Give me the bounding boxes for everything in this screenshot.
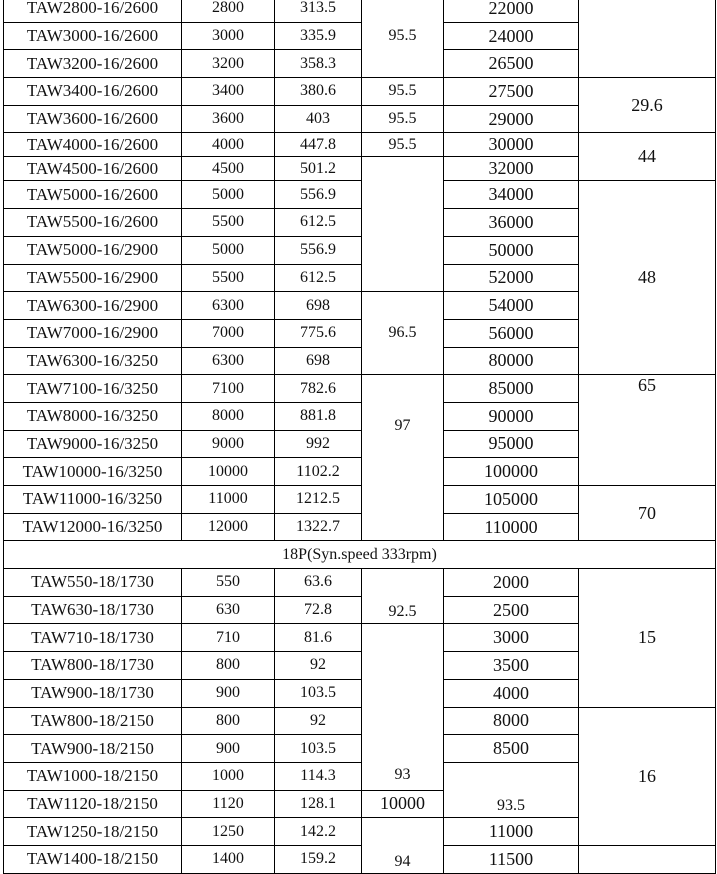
power-cell: 12000 (182, 513, 275, 541)
weight-cell: 85000 (444, 375, 579, 403)
current-cell: 1102.2 (275, 458, 362, 486)
model-cell: TAW710-18/1730 (4, 624, 182, 652)
power-cell: 5000 (182, 181, 275, 209)
weight-cell: 54000 (444, 292, 579, 320)
power-cell: 4500 (182, 157, 275, 181)
weight-cell: 30000 (444, 133, 579, 157)
efficiency-cell-empty (362, 157, 444, 292)
model-cell: TAW800-18/2150 (4, 707, 182, 735)
power-cell: 8000 (182, 402, 275, 430)
weight-cell: 110000 (444, 513, 579, 541)
weight-cell: 11500 (444, 845, 579, 873)
weight-cell: 22000 (444, 0, 579, 22)
current-cell: 313.5 (275, 0, 362, 22)
weight-cell: 3500 (444, 652, 579, 680)
power-cell: 3200 (182, 50, 275, 78)
table-row (4, 707, 716, 735)
current-cell: 92 (275, 707, 362, 735)
power-cell: 1400 (182, 845, 275, 873)
current-cell: 881.8 (275, 402, 362, 430)
model-cell: TAW1250-18/2150 (4, 818, 182, 846)
model-cell: TAW1000-18/2150 (4, 762, 182, 790)
efficiency-cell: 95.5 (362, 105, 444, 133)
weight-cell: 8000 (444, 707, 579, 735)
model-cell: TAW3400-16/2600 (4, 78, 182, 106)
weight-cell: 26500 (444, 50, 579, 78)
power-cell: 1120 (182, 790, 275, 818)
power-cell: 11000 (182, 486, 275, 514)
model-cell: TAW6300-16/3250 (4, 347, 182, 375)
efficiency-cell: 93.5 (444, 762, 579, 817)
table-row (4, 569, 716, 597)
power-cell: 6300 (182, 347, 275, 375)
current-cell: 1212.5 (275, 486, 362, 514)
current-cell: 612.5 (275, 264, 362, 292)
power-cell: 3600 (182, 105, 275, 133)
power-cell: 7100 (182, 375, 275, 403)
model-cell: TAW1120-18/2150 (4, 790, 182, 818)
table-row (4, 0, 716, 22)
extra-cell: 15 (579, 569, 716, 707)
model-cell: TAW5500-16/2900 (4, 264, 182, 292)
power-cell: 9000 (182, 430, 275, 458)
current-cell: 698 (275, 292, 362, 320)
weight-cell: 29000 (444, 105, 579, 133)
efficiency-cell: 92.5 (362, 569, 444, 624)
model-cell: TAW7000-16/2900 (4, 319, 182, 347)
current-cell: 380.6 (275, 78, 362, 106)
efficiency-cell: 95.5 (362, 78, 444, 106)
power-cell: 550 (182, 569, 275, 597)
weight-cell: 27500 (444, 78, 579, 106)
weight-cell: 3000 (444, 624, 579, 652)
model-cell: TAW3200-16/2600 (4, 50, 182, 78)
current-cell: 92 (275, 652, 362, 680)
model-cell: TAW900-18/2150 (4, 735, 182, 763)
extra-cell: 48 (579, 181, 716, 375)
weight-cell: 90000 (444, 402, 579, 430)
power-cell: 800 (182, 652, 275, 680)
model-cell: TAW5000-16/2600 (4, 181, 182, 209)
weight-cell: 36000 (444, 209, 579, 237)
weight-cell: 32000 (444, 157, 579, 181)
efficiency-cell: 95.5 (362, 133, 444, 157)
table-row (4, 375, 716, 403)
power-cell: 7000 (182, 319, 275, 347)
table-row (4, 181, 716, 209)
power-cell: 6300 (182, 292, 275, 320)
motor-spec-table (3, 0, 716, 874)
power-cell: 10000 (182, 458, 275, 486)
extra-cell-empty (579, 0, 716, 78)
current-cell: 501.2 (275, 157, 362, 181)
model-cell: TAW2800-16/2600 (4, 0, 182, 22)
model-cell: TAW12000-16/3250 (4, 513, 182, 541)
extra-cell: 70 (579, 486, 716, 541)
efficiency-cell: 96.5 (362, 292, 444, 375)
power-cell: 5000 (182, 236, 275, 264)
power-cell: 3000 (182, 22, 275, 50)
weight-cell: 24000 (444, 22, 579, 50)
section-header-18p: 18P(Syn.speed 333rpm) (4, 541, 716, 569)
model-cell: TAW900-18/1730 (4, 679, 182, 707)
model-cell: TAW3600-16/2600 (4, 105, 182, 133)
current-cell: 114.3 (275, 762, 362, 790)
extra-cell: 29.6 (579, 78, 716, 133)
weight-cell: 105000 (444, 486, 579, 514)
power-cell: 900 (182, 735, 275, 763)
weight-cell: 10000 (362, 790, 444, 818)
current-cell: 72.8 (275, 596, 362, 624)
model-cell: TAW8000-16/3250 (4, 402, 182, 430)
model-cell: TAW1400-18/2150 (4, 845, 182, 873)
model-cell: TAW4000-16/2600 (4, 133, 182, 157)
current-cell: 447.8 (275, 133, 362, 157)
current-cell: 103.5 (275, 735, 362, 763)
power-cell: 2800 (182, 0, 275, 22)
power-cell: 5500 (182, 209, 275, 237)
model-cell: TAW630-18/1730 (4, 596, 182, 624)
current-cell: 81.6 (275, 624, 362, 652)
model-cell: TAW7100-16/3250 (4, 375, 182, 403)
weight-cell: 2000 (444, 569, 579, 597)
extra-cell: 16 (579, 707, 716, 845)
weight-cell: 100000 (444, 458, 579, 486)
model-cell: TAW5500-16/2600 (4, 209, 182, 237)
table-row (4, 486, 716, 514)
weight-cell: 34000 (444, 181, 579, 209)
weight-cell: 2500 (444, 596, 579, 624)
extra-cell-empty (579, 845, 716, 873)
table-row (4, 133, 716, 157)
current-cell: 358.3 (275, 50, 362, 78)
power-cell: 1250 (182, 818, 275, 846)
current-cell: 63.6 (275, 569, 362, 597)
section-header-row (4, 541, 716, 569)
efficiency-cell: 94 (362, 818, 444, 873)
model-cell: TAW550-18/1730 (4, 569, 182, 597)
current-cell: 556.9 (275, 181, 362, 209)
current-cell: 403 (275, 105, 362, 133)
power-cell: 1000 (182, 762, 275, 790)
current-cell: 335.9 (275, 22, 362, 50)
weight-cell: 80000 (444, 347, 579, 375)
model-cell: TAW800-18/1730 (4, 652, 182, 680)
current-cell: 612.5 (275, 209, 362, 237)
power-cell: 900 (182, 679, 275, 707)
power-cell: 800 (182, 707, 275, 735)
extra-cell: 44 (579, 133, 716, 181)
power-cell: 4000 (182, 133, 275, 157)
power-cell: 710 (182, 624, 275, 652)
table-row (4, 845, 716, 873)
weight-cell: 11000 (444, 818, 579, 846)
weight-cell: 95000 (444, 430, 579, 458)
current-cell: 782.6 (275, 375, 362, 403)
current-cell: 698 (275, 347, 362, 375)
current-cell: 142.2 (275, 818, 362, 846)
current-cell: 992 (275, 430, 362, 458)
power-cell: 630 (182, 596, 275, 624)
model-cell: TAW5000-16/2900 (4, 236, 182, 264)
power-cell: 3400 (182, 78, 275, 106)
current-cell: 159.2 (275, 845, 362, 873)
model-cell: TAW10000-16/3250 (4, 458, 182, 486)
current-cell: 775.6 (275, 319, 362, 347)
efficiency-cell: 93 (362, 624, 444, 790)
model-cell: TAW3000-16/2600 (4, 22, 182, 50)
efficiency-cell: 95.5 (362, 0, 444, 78)
weight-cell: 4000 (444, 679, 579, 707)
model-cell: TAW11000-16/3250 (4, 486, 182, 514)
weight-cell: 50000 (444, 236, 579, 264)
current-cell: 556.9 (275, 236, 362, 264)
model-cell: TAW9000-16/3250 (4, 430, 182, 458)
table-row (4, 78, 716, 106)
model-cell: TAW4500-16/2600 (4, 157, 182, 181)
extra-cell: 65 (579, 375, 716, 486)
efficiency-cell: 97 (362, 375, 444, 541)
weight-cell: 56000 (444, 319, 579, 347)
current-cell: 1322.7 (275, 513, 362, 541)
current-cell: 103.5 (275, 679, 362, 707)
current-cell: 128.1 (275, 790, 362, 818)
weight-cell: 8500 (444, 735, 579, 763)
model-cell: TAW6300-16/2900 (4, 292, 182, 320)
power-cell: 5500 (182, 264, 275, 292)
weight-cell: 52000 (444, 264, 579, 292)
